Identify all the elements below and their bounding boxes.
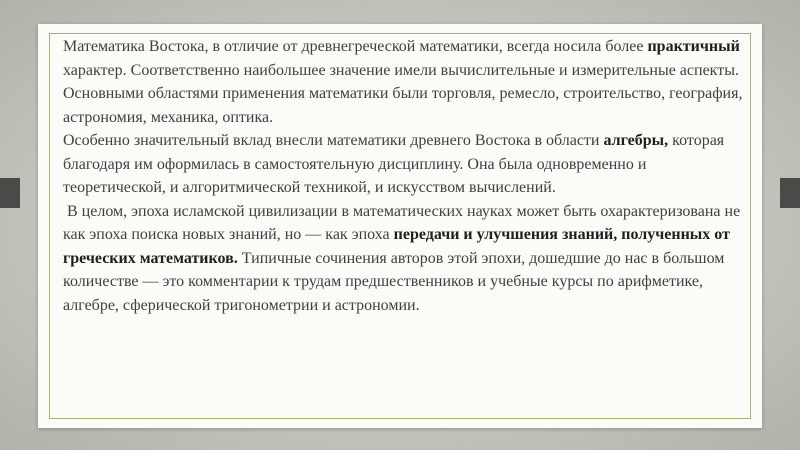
- paragraph-3-text-cont: Типичные сочинения авторов этой эпохи, дошедшие до нас в большом количестве — это комментарии к трудам предшественников и учебные курсы по арифметике, алгебре, сферической тригонометрии и астрономии.: [63, 249, 729, 314]
- slide-text: [63, 35, 743, 317]
- term-algebra: алгебры,: [603, 132, 669, 149]
- paragraph-3-text: В целом, эпоха исламской цивилизации в математических науках может быть охарактеризована не как эпоха поиска новых знаний, но — как эпоха: [63, 202, 745, 243]
- content-card: [38, 24, 762, 428]
- term-practical: практичный: [647, 38, 740, 55]
- paragraph-2-text-cont: которая благодаря им оформилась в самостоятельную дисциплину. Она была одновременно и теоретической, и алгоритмической техникой, и искусством вычислений.: [63, 132, 725, 196]
- paragraph-1-text: Математика Востока, в отличие от древнегреческой математики, всегда носила более: [63, 38, 648, 55]
- paragraph-2: [63, 129, 743, 200]
- left-edge-marker: [0, 178, 20, 208]
- paragraph-1: [63, 35, 743, 129]
- term-transmission: передачи и улучшения знаний, полученных от греческих математиков.: [63, 226, 734, 267]
- right-edge-marker: [780, 178, 800, 208]
- paragraph-3: [63, 200, 743, 318]
- paragraph-1-text-cont: характер. Соответственно наибольшее значение имели вычислительные и измерительные аспекты. Основными областями применения математики были торговля, ремесло, строительство, география, астрономия, механика, оптика.: [63, 61, 743, 126]
- paragraph-2-text: Особенно значительный вклад внесли математики древнего Востока в области: [63, 132, 604, 149]
